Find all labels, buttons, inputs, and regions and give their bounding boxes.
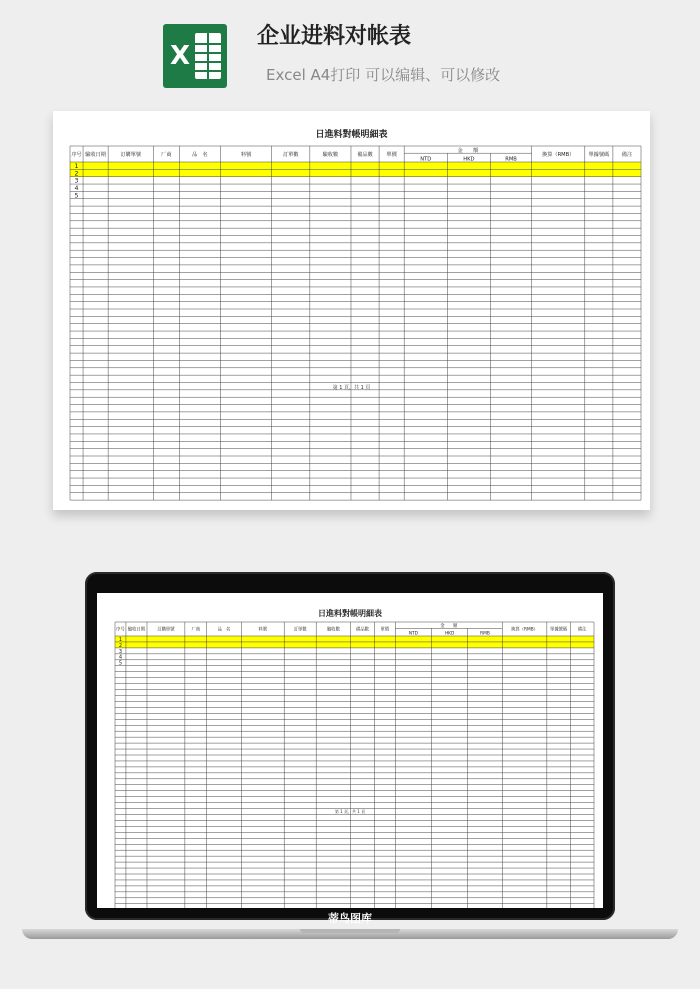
brand-label: 蒂鸟图库 (328, 912, 372, 925)
column-header: 單據號碼 (550, 627, 568, 633)
column-header: 厂商 (161, 151, 172, 158)
column-header: 料號 (258, 627, 268, 633)
column-header: 換算（RMB） (542, 151, 575, 158)
column-subheader: RMB (505, 156, 517, 163)
row-number: 5 (74, 192, 79, 200)
column-header: 備注 (577, 627, 587, 633)
page-title: 企业进料对帐表 (257, 24, 412, 49)
column-header: 驗收數 (322, 151, 339, 158)
column-header: 品 名 (217, 627, 231, 633)
row-number: 1 (74, 163, 79, 171)
column-header: 單價 (386, 151, 397, 158)
row-number: 3 (74, 177, 79, 185)
highlight-row (70, 169, 641, 176)
column-subheader: HKD (463, 156, 475, 163)
column-header: 驗收日期 (85, 151, 106, 158)
row-number: 4 (74, 185, 79, 193)
column-header: 單價 (380, 627, 390, 633)
column-header: 序号 (116, 627, 125, 633)
column-subheader: NTD (408, 631, 419, 637)
column-header: 序号 (71, 151, 82, 158)
excel-icon-letter: X (168, 36, 192, 76)
row-number: 5 (118, 660, 123, 667)
column-header: 驗收數 (327, 627, 340, 633)
column-header: 單據號碼 (588, 151, 610, 158)
row-number: 4 (118, 654, 123, 661)
column-header: 金 額 (440, 624, 458, 630)
column-header: 換算（RMB） (511, 627, 538, 633)
row-number: 2 (118, 642, 123, 649)
column-header: 金 額 (457, 147, 479, 154)
column-header: 備品數 (356, 627, 369, 633)
column-header: 厂商 (191, 627, 201, 633)
row-number: 2 (74, 170, 79, 178)
laptop-mockup (0, 560, 700, 989)
screen-sheet-title: 日進料對帳明細表 (318, 609, 382, 618)
row-number: 3 (118, 648, 123, 655)
column-subheader: NTD (420, 156, 432, 163)
column-header: 料號 (240, 151, 252, 158)
laptop-screen (97, 593, 603, 908)
column-header: 訂購單號 (120, 151, 142, 158)
column-subheader: HKD (444, 631, 455, 637)
column-header: 備注 (621, 151, 633, 158)
sheet-title: 日進料對帳明細表 (315, 130, 388, 140)
highlight-row (115, 636, 594, 642)
highlight-row (70, 162, 641, 169)
column-header: 備品數 (357, 151, 373, 158)
column-header: 訂購單號 (157, 627, 175, 633)
column-header: 品 名 (192, 151, 208, 158)
row-number: 1 (118, 636, 123, 643)
column-header: 訂單數 (293, 627, 307, 633)
page-header (0, 0, 700, 100)
column-header: 訂單數 (282, 151, 299, 158)
ledger-table (53, 111, 650, 510)
page-subtitle: Excel A4打印 可以编辑、可以修改 (266, 66, 501, 84)
laptop-notch (300, 929, 400, 933)
column-header: 驗收日期 (127, 627, 146, 633)
ledger-table-small (97, 593, 603, 908)
sheet-preview (53, 111, 650, 510)
highlight-row (115, 642, 594, 648)
screen-page-number: 第 1 頁，共 1 頁 (334, 809, 366, 814)
excel-icon (163, 24, 227, 88)
page-number: 第 1 頁，共 1 頁 (332, 385, 371, 391)
column-subheader: RMB (480, 631, 490, 637)
